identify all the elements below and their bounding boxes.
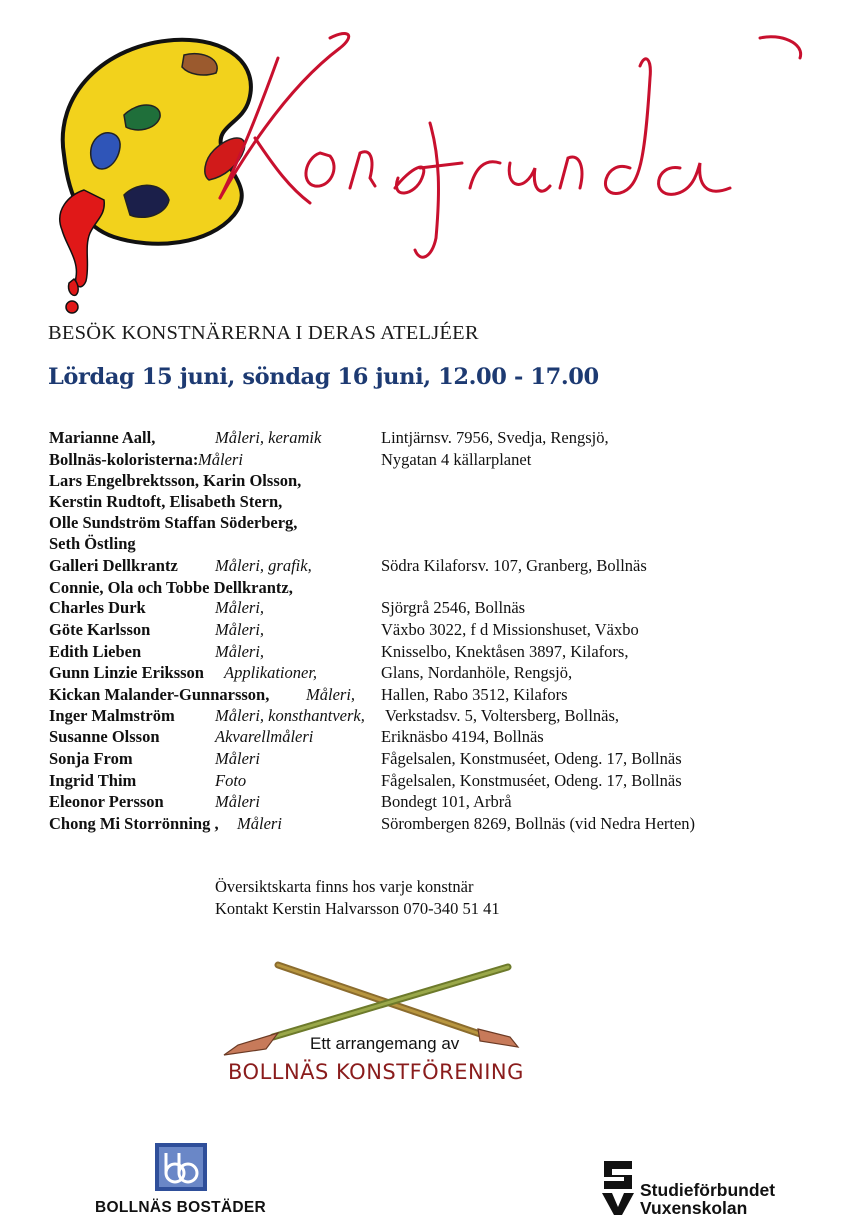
artist-name: Connie, Ola och Tobbe Dellkrantz, [49, 578, 293, 597]
konstrunda-title-lettering [200, 18, 810, 308]
artist-name: Marianne Aall, [49, 428, 156, 447]
artist-address: Verkstadsv. 5, Voltersberg, Bollnäs, [385, 706, 620, 725]
artist-medium: Akvarellmåleri [215, 727, 314, 746]
artist-row [0, 684, 850, 706]
organizer-intro: Ett arrangemang av [310, 1034, 460, 1053]
artist-name: Göte Karlsson [49, 620, 151, 639]
artist-row [0, 791, 850, 813]
artist-row [0, 533, 850, 555]
artist-row [0, 427, 850, 449]
artist-row [0, 597, 850, 619]
artist-row [0, 512, 850, 534]
artist-medium: Måleri, [306, 685, 356, 704]
artist-address: Hallen, Rabo 3512, Kilafors [381, 685, 568, 704]
artist-name: Bollnäs-koloristerna: [49, 450, 199, 469]
map-note: Översiktskarta finns hos varje konstnär [215, 877, 474, 896]
artist-medium: Måleri [215, 749, 260, 768]
artist-address: Glans, Nordanhöle, Rengsjö, [381, 663, 573, 682]
artist-row [0, 770, 850, 792]
artist-address: Nygatan 4 källarplanet [381, 450, 532, 469]
studieforbundet-vuxenskolan-logo-icon [600, 1155, 636, 1217]
artist-medium: Måleri, [215, 642, 265, 661]
artist-row [0, 705, 850, 727]
artist-name: Galleri Dellkrantz [49, 556, 178, 575]
artist-name: Susanne Olsson [49, 727, 160, 746]
artist-address: Fågelsalen, Konstmuséet, Odeng. 17, Bollnäs [381, 749, 682, 768]
artist-row [0, 662, 850, 684]
artist-name: Edith Lieben [49, 642, 142, 661]
artist-row [0, 577, 850, 599]
artist-name: Inger Malmström [49, 706, 175, 725]
artist-medium: Måleri, [215, 620, 265, 639]
artist-medium: Måleri [198, 450, 243, 469]
artist-medium: Applikationer, [224, 663, 318, 682]
artist-address: Södra Kilaforsv. 107, Granberg, Bollnäs [381, 556, 647, 575]
artist-row [0, 813, 850, 835]
contact-info: Kontakt Kerstin Halvarsson 070-340 51 41 [215, 899, 500, 918]
artist-address: Växbo 3022, f d Missionshuset, Växbo [381, 620, 639, 639]
subtitle: BESÖK KONSTNÄRERNA I DERAS ATELJÉER [48, 322, 479, 344]
artist-medium: Måleri, konsthantverk, [215, 706, 365, 725]
artist-row [0, 470, 850, 492]
artist-row [0, 726, 850, 748]
artist-name: Chong Mi Storrönning , [49, 814, 219, 833]
artist-address: Sjörgrå 2546, Bollnäs [381, 598, 526, 617]
artist-medium: Måleri, keramik [215, 428, 322, 447]
artist-address: Bondegt 101, Arbrå [381, 792, 512, 811]
artist-medium: Måleri, grafik, [215, 556, 312, 575]
bollnas-bostader-logo-icon [155, 1143, 207, 1191]
sv-line-1: Studieförbundet [640, 1180, 776, 1200]
artist-name: Olle Sundström Staffan Söderberg, [49, 513, 298, 532]
artist-name: Ingrid Thim [49, 771, 137, 790]
artist-medium: Foto [215, 771, 247, 790]
artist-name: Kerstin Rudtoft, Elisabeth Stern, [49, 492, 283, 511]
artist-medium: Måleri [215, 792, 260, 811]
studieforbundet-vuxenskolan-name [640, 1181, 775, 1217]
artist-name: Gunn Linzie Eriksson [49, 663, 204, 682]
artist-address: Eriknäsbo 4194, Bollnäs [381, 727, 544, 746]
artist-row [0, 491, 850, 513]
artist-name: Eleonor Persson [49, 792, 164, 811]
sv-line-2: Vuxenskolan [640, 1198, 748, 1218]
artist-address: Sörombergen 8269, Bollnäs (vid Nedra Herten) [381, 814, 696, 833]
artist-medium: Måleri, [215, 598, 265, 617]
artist-row [0, 619, 850, 641]
organizer-name: BOLLNÄS KONSTFÖRENING [228, 1060, 524, 1084]
artist-row [0, 748, 850, 770]
artist-name: Kickan Malander-Gunnarsson, [49, 685, 270, 704]
artist-row [0, 449, 850, 471]
artist-row [0, 555, 850, 577]
event-dates: Lördag 15 juni, söndag 16 juni, 12.00 - 17.00 [48, 364, 599, 390]
artist-name: Lars Engelbrektsson, Karin Olsson, [49, 471, 302, 490]
artist-name: Sonja From [49, 749, 133, 768]
artist-medium: Måleri [237, 814, 282, 833]
artist-name: Seth Östling [49, 534, 136, 553]
bollnas-bostader-name: BOLLNÄS BOSTÄDER [95, 1199, 266, 1216]
artist-address: Knisselbo, Knektåsen 3897, Kilafors, [381, 642, 629, 661]
artist-name: Charles Durk [49, 598, 146, 617]
artist-row [0, 641, 850, 663]
artist-address: Lintjärnsv. 7956, Svedja, Rengsjö, [381, 428, 609, 447]
artist-address: Fågelsalen, Konstmuséet, Odeng. 17, Bollnäs [381, 771, 682, 790]
